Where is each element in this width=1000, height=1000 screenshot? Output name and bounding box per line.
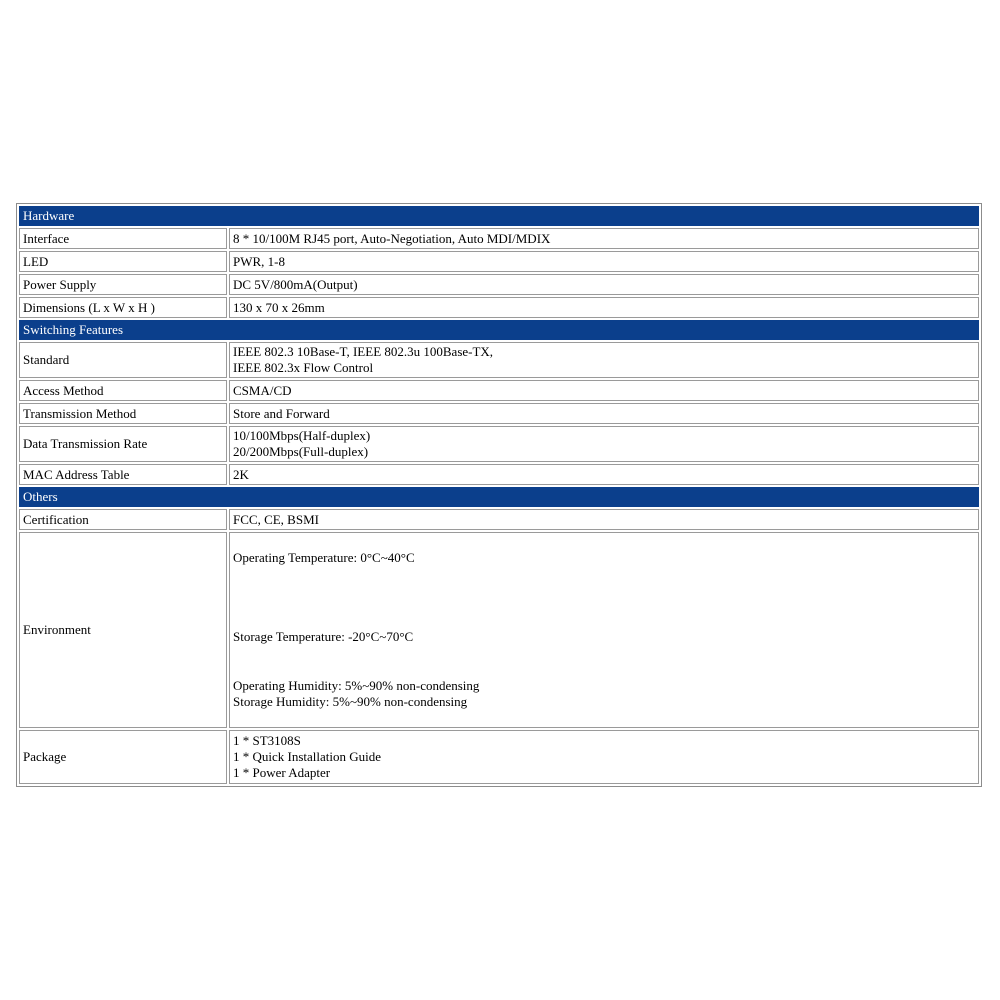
spec-value: 2K xyxy=(229,464,979,485)
spec-value: 130 x 70 x 26mm xyxy=(229,297,979,318)
section-header-others: Others xyxy=(19,487,979,507)
table-row xyxy=(19,426,979,462)
section-header-row xyxy=(19,487,979,507)
spec-value-line: Operating Humidity: 5%~90% non-condensing xyxy=(233,678,480,693)
table-row xyxy=(19,509,979,530)
spec-value xyxy=(229,342,979,378)
spec-label: Interface xyxy=(19,228,227,249)
table-row xyxy=(19,297,979,318)
spec-value: DC 5V/800mA(Output) xyxy=(229,274,979,295)
spec-label: Data Transmission Rate xyxy=(19,426,227,462)
spec-label: Access Method xyxy=(19,380,227,401)
spec-value-line: Operating Temperature: 0°C~40°C xyxy=(233,550,415,565)
spec-value: FCC, CE, BSMI xyxy=(229,509,979,530)
table-row xyxy=(19,464,979,485)
spec-value-line: 1 * Quick Installation Guide xyxy=(233,749,382,764)
spec-value xyxy=(229,730,979,784)
table-row xyxy=(19,403,979,424)
table-row xyxy=(19,274,979,295)
spec-value: CSMA/CD xyxy=(229,380,979,401)
spec-value-line: 20/200Mbps(Full-duplex) xyxy=(233,444,369,459)
spec-value-line: Storage Temperature: -20°C~70°C xyxy=(233,629,414,644)
spec-label: Standard xyxy=(19,342,227,378)
spec-value xyxy=(229,532,979,728)
section-header-switching-features: Switching Features xyxy=(19,320,979,340)
spec-value: 8 * 10/100M RJ45 port, Auto-Negotiation, Auto MDI/MDIX xyxy=(229,228,979,249)
spec-label: Power Supply xyxy=(19,274,227,295)
spec-label: Environment xyxy=(19,532,227,728)
table-row xyxy=(19,532,979,728)
table-row xyxy=(19,380,979,401)
table-row xyxy=(19,730,979,784)
spec-label: Transmission Method xyxy=(19,403,227,424)
table-row xyxy=(19,228,979,249)
section-header-row xyxy=(19,320,979,340)
spec-value-line: IEEE 802.3 10Base-T, IEEE 802.3u 100Base-TX, xyxy=(233,344,494,359)
spec-label: LED xyxy=(19,251,227,272)
spec-label: Dimensions (L x W x H ) xyxy=(19,297,227,318)
spec-value: Store and Forward xyxy=(229,403,979,424)
spec-label: Package xyxy=(19,730,227,784)
spec-value-line: 1 * ST3108S xyxy=(233,733,301,748)
specifications-table xyxy=(16,203,982,787)
spec-label: MAC Address Table xyxy=(19,464,227,485)
section-header-row xyxy=(19,206,979,226)
table-row xyxy=(19,251,979,272)
spec-value-line: 10/100Mbps(Half-duplex) xyxy=(233,428,371,443)
spec-value xyxy=(229,426,979,462)
spec-value-line: IEEE 802.3x Flow Control xyxy=(233,360,374,375)
section-header-hardware: Hardware xyxy=(19,206,979,226)
table-row xyxy=(19,342,979,378)
spec-value: PWR, 1-8 xyxy=(229,251,979,272)
spec-label: Certification xyxy=(19,509,227,530)
spec-value-line: Storage Humidity: 5%~90% non-condensing xyxy=(233,694,468,709)
spec-value-line: 1 * Power Adapter xyxy=(233,765,331,780)
